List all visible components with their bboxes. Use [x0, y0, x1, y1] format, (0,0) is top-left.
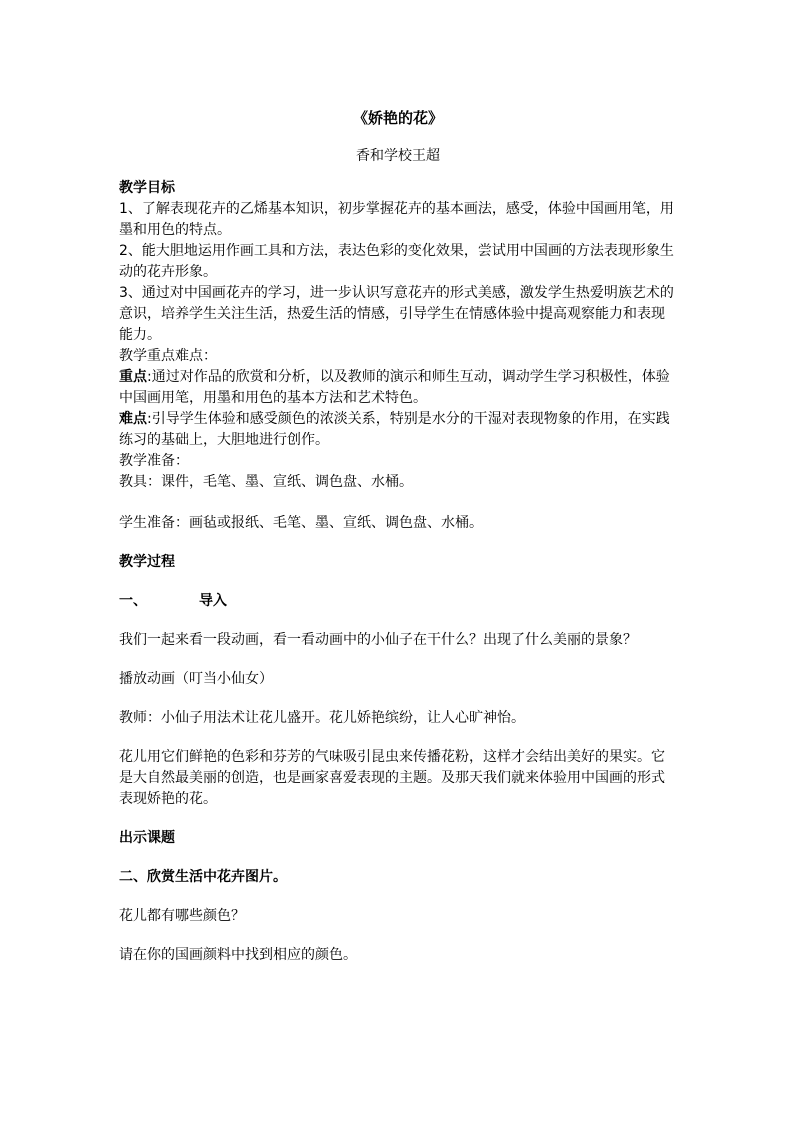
document-author: 香和学校王超	[356, 148, 440, 164]
difficulty-paragraph	[119, 409, 677, 451]
colors-instruction: 请在你的国画颜料中找到相应的颜色。	[119, 947, 357, 963]
goal-item-1: 1、了解表现花卉的乙烯基本知识，初步掌握花卉的基本画法，感受，体验中国画用笔，用墨和用色的特点。	[119, 201, 674, 238]
intro-paragraph: 我们一起来看一段动画，看一看动画中的小仙子在干什么？出现了什么美丽的景象？	[119, 632, 637, 648]
show-topic-heading: 出示课题	[119, 830, 175, 846]
teacher-paragraph: 教师：小仙子用法术让花儿盛开。花儿娇艳缤纷，让人心旷神怡。	[119, 710, 525, 726]
animation-paragraph: 播放动画（叮当小仙女）	[119, 671, 273, 687]
prep-heading: 教学准备：	[119, 453, 189, 469]
key-point-text: :通过对作品的欣赏和分析，以及教师的演示和师生互动，调动学生学习积极性，体验中国画用笔，用墨和用色的基本方法和艺术特色。	[119, 369, 670, 406]
goal-item-3: 3、通过对中国画花卉的学习，进一步认识写意花卉的形式美感，激发学生热爱明族艺术的意识，培养学生关注生活，热爱生活的情感，引导学生在情感体验中提高观察能力和表现能力。	[119, 285, 674, 343]
document-body	[119, 103, 677, 966]
key-point-label: 重点	[119, 369, 147, 385]
student-prep: 学生准备：画毡或报纸、毛笔、墨、宣纸、调色盘、水桶。	[119, 515, 483, 531]
section-1-title: 导入	[199, 593, 227, 609]
goal-item-2: 2、能大胆地运用作画工具和方法，表达色彩的变化效果，尝试用中国画的方法表现形象生动的花卉形象。	[119, 243, 674, 280]
teacher-prep: 教具：课件，毛笔、墨、宣纸、调色盘、水桶。	[119, 474, 413, 490]
key-point-paragraph	[119, 367, 677, 409]
flower-paragraph: 花儿用它们鲜艳的色彩和芬芳的气味吸引昆虫来传播花粉，这样才会结出美好的果实。它是大自然最美丽的创造，也是画家喜爱表现的主题。及那天我们就来体验用中国画的形式表现娇艳的花。	[119, 749, 665, 807]
section-2-heading: 二、欣赏生活中花卉图片。	[119, 869, 287, 885]
keypoints-heading: 教学重点难点：	[119, 348, 217, 364]
difficulty-label: 难点	[119, 411, 147, 427]
goals-heading: 教学目标	[119, 180, 175, 196]
section-1-number: 一、	[119, 593, 147, 609]
document-title: 《娇艳的花》	[352, 109, 443, 127]
process-heading: 教学过程	[119, 554, 175, 570]
colors-question: 花儿都有哪些颜色？	[119, 908, 245, 924]
difficulty-text: :引导学生体验和感受颜色的浓淡关系，特别是水分的干湿对表现物象的作用，在实践练习的基础上，大胆地进行创作。	[119, 411, 670, 448]
section-1-heading	[119, 591, 677, 612]
